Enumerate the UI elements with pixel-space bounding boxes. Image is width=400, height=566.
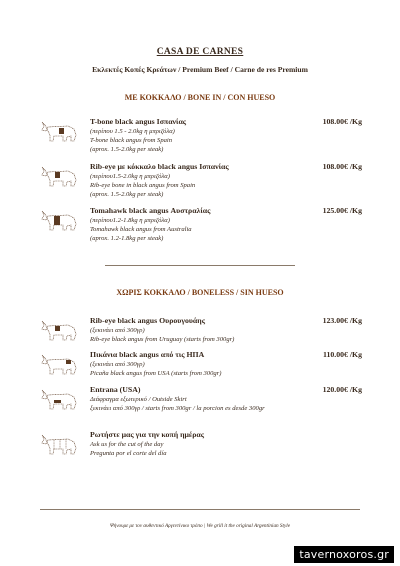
cow-cut-diagram-icon <box>40 117 80 143</box>
item-price: 108.00€ /Kg <box>322 117 362 126</box>
item-detail: Pregunta por el corte del día <box>90 450 167 457</box>
footer-rule <box>40 509 360 510</box>
item-detail: T-bone black angus from Spain <box>90 137 173 144</box>
item-detail: (aprox. 1.5-2.0kg per steak) <box>90 146 164 153</box>
item-name: Rib-eye black angus Ουρουγουάης <box>90 316 205 325</box>
item-name: Rib-eye με κόκκαλο black angus Ισπανίας <box>90 162 229 171</box>
item-detail: (περίπου1.5-2.0kg η μπριζόλα) <box>90 173 170 180</box>
item-price: 123.00€ /Kg <box>322 316 362 325</box>
page-title: CASA DE CARNES <box>156 47 244 57</box>
item-detail: (ξεκινάει από 300γρ) <box>90 361 145 368</box>
cow-cut-diagram-icon <box>40 430 80 456</box>
cow-cut-diagram-icon <box>40 385 80 411</box>
cow-cut-diagram-icon <box>40 350 80 376</box>
footer-text: Ψήνουμε με τον αυθεντικό Αργεντίνικο τρόπο | We grill it the original Argentinian Style <box>109 523 291 529</box>
item-detail: ξεκινάει από 300γρ / starts from 300gr / la porcion es desde 300gr <box>90 405 265 412</box>
page-subtitle: Εκλεκτές Κοπές Κρεάτων / Premium Beef / Carne de res Premium <box>92 65 308 74</box>
cow-cut-diagram-icon <box>40 162 80 188</box>
item-price: 120.00€ /Kg <box>322 385 362 394</box>
item-price: 125.00€ /Kg <box>322 206 362 215</box>
cow-cut-diagram-icon <box>40 206 80 232</box>
item-detail: Rib-eye bone in black angus from Spain <box>90 182 196 189</box>
watermark: tavernoxoros.gr <box>294 546 394 563</box>
item-detail: Ask us for the cut of the day <box>90 441 164 448</box>
section-heading-bone-in: ΜΕ ΚΟΚΚΑΛΟ / BONE IN / CON HUESO <box>124 93 276 102</box>
item-detail: (περίπου 1.5 - 2.0kg η μπριζόλα) <box>90 128 175 135</box>
item-name: Tomahawk black angus Αυστραλίας <box>90 206 211 215</box>
item-name: T-bone black angus Ισπανίας <box>90 117 187 126</box>
item-name: Πικάνια black angus από τις ΗΠΑ <box>90 350 205 359</box>
item-detail: Tomahawk black angus from Australia <box>90 226 192 233</box>
item-detail: (περίπου1.2-1.8kg η μπριζόλα) <box>90 217 170 224</box>
item-detail: (ξεκινάει από 300γρ) <box>90 327 145 334</box>
item-detail: (aprox. 1.2-1.8kg per steak) <box>90 235 164 242</box>
item-detail: Picaña black angus from USA (starts from 300gr) <box>90 370 222 377</box>
item-price: 108.00€ /Kg <box>322 162 362 171</box>
item-name: Entrana (USA) <box>90 385 141 394</box>
item-price: 110.00€ /Kg <box>323 350 362 359</box>
item-detail: Διάφραγμα εξωτερικό / Outside Skirt <box>90 396 187 403</box>
item-detail: (aprox. 1.5-2.0kg per steak) <box>90 191 164 198</box>
section-divider <box>105 265 295 266</box>
section-heading-boneless: ΧΩΡΙΣ ΚΟΚΚΑΛΟ / BONELESS / SIN HUESO <box>116 288 284 297</box>
item-detail: Rib-eye black angus from Uruguay (starts from 300gr) <box>90 336 235 343</box>
cow-cut-diagram-icon <box>40 316 80 342</box>
item-name: Ρωτήστε μας για την κοπή ημέρας <box>90 430 205 439</box>
